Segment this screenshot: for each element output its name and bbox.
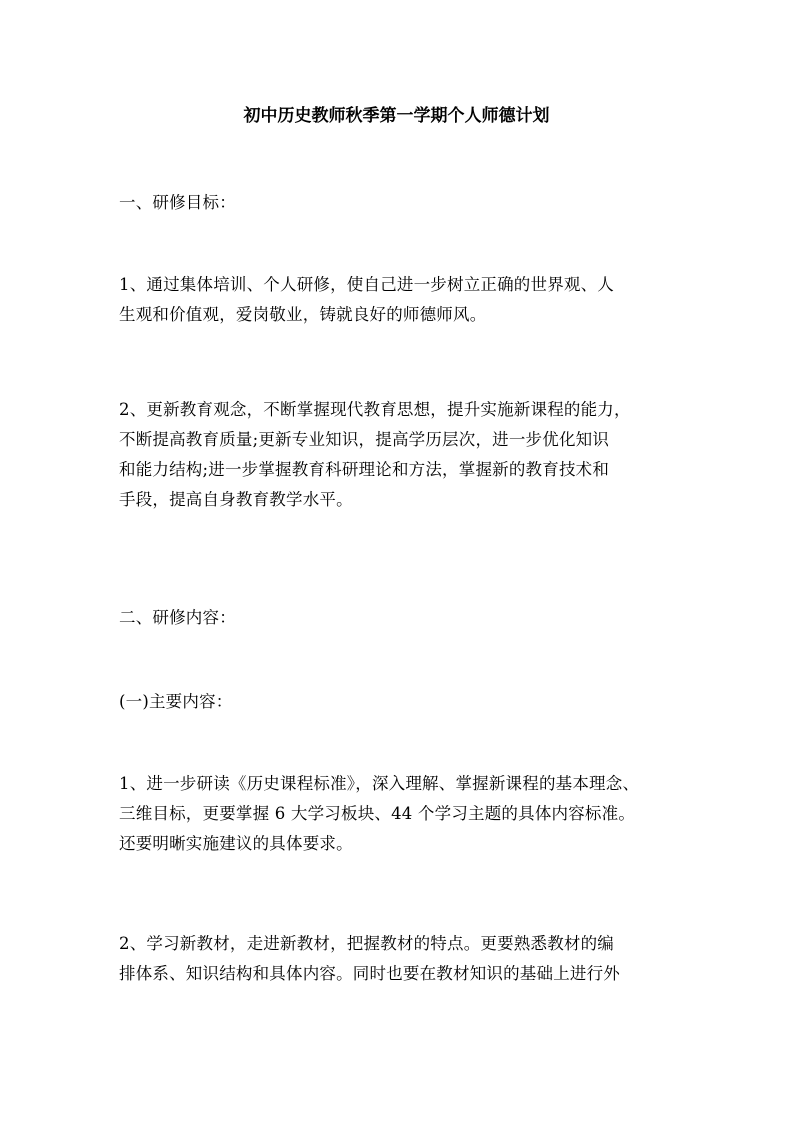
- subsection-heading-main-content: [119, 687, 679, 717]
- paragraph-line: 三维目标，更要掌握 6 大学习板块、44 个学习主题的具体内容标准。: [119, 804, 636, 823]
- paragraph-line: 排体系、知识结构和具体内容。同时也要在教材知识的基础上进行外: [119, 964, 620, 983]
- paragraph-line: 2、更新教育观念，不断掌握现代教育思想，提升实施新课程的能力，: [119, 400, 631, 419]
- paragraph-content-1: [119, 769, 679, 859]
- paragraph-line: 还要明晰实施建议的具体要求。: [119, 834, 353, 853]
- heading-text: 二、研修内容：: [119, 608, 236, 627]
- document-title: 初中历史教师秋季第一学期个人师德计划: [243, 106, 550, 126]
- paragraph-line: 手段，提高自身教育教学水平。: [119, 490, 353, 509]
- paragraph-line: 2、学习新教材，走进新教材，把握教材的特点。更要熟悉教材的编: [119, 934, 614, 953]
- heading-text: (一)主要内容：: [119, 692, 233, 711]
- section-heading-content: [119, 603, 679, 633]
- section-heading-goals: [119, 188, 679, 218]
- paragraph-line: 生观和价值观，爱岗敬业，铸就良好的师德师风。: [119, 305, 487, 324]
- paragraph-line: 和能力结构;进一步掌握教育科研理论和方法，掌握新的教育技术和: [119, 460, 610, 479]
- paragraph-goal-2: [119, 395, 679, 515]
- heading-text: 一、研修目标：: [119, 193, 236, 212]
- paragraph-line: 1、通过集体培训、个人研修，使自己进一步树立正确的世界观、人: [119, 275, 614, 294]
- paragraph-line: 不断提高教育质量;更新专业知识，提高学历层次，进一步优化知识: [119, 430, 610, 449]
- paragraph-line: 1、进一步研读《历史课程标准》，深入理解、掌握新课程的基本理念、: [119, 774, 640, 793]
- paragraph-content-2: [119, 929, 679, 989]
- paragraph-goal-1: [119, 270, 679, 330]
